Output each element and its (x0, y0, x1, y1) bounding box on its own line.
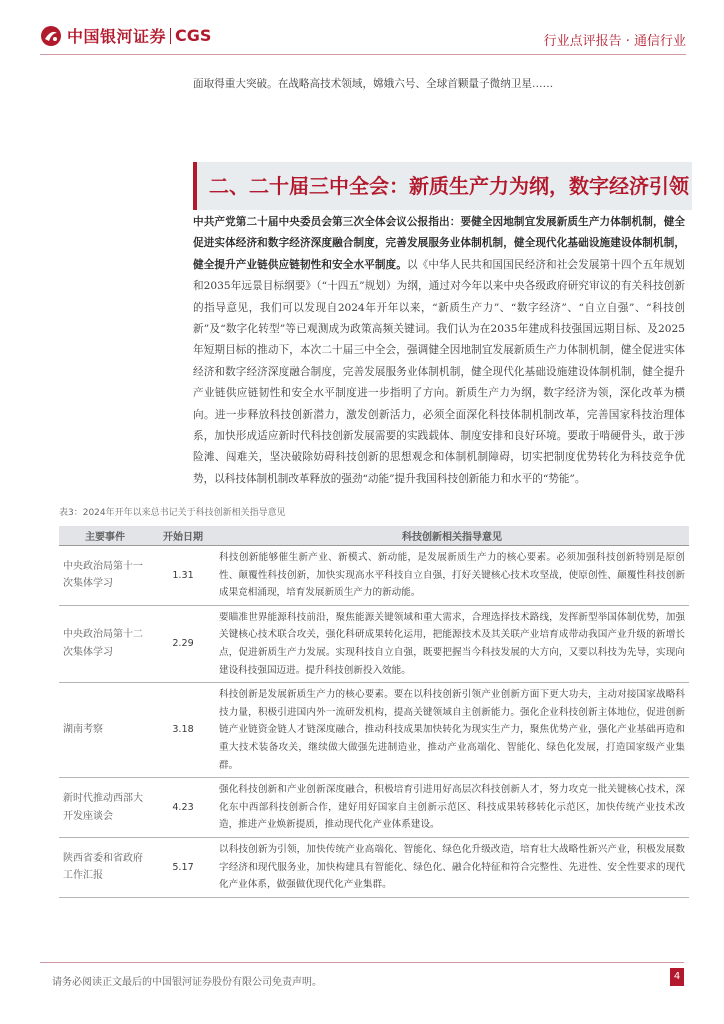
section-title: 二、二十届三中全会：新质生产力为纲，数字经济引领 (209, 174, 689, 198)
row-opinion: 以科技创新为引领，加快传统产业高端化、智能化、绿色化升级改造，培育壮大战略性新兴产业，积极发展数字经济和现代服务业，加快构建具有智能化、绿色化、融合化特征和符合完整性、先进性、安全性要求的现代化产业体系，做强做优现代化产业集群。 (215, 837, 689, 897)
table-caption: 表3：2024年开年以来总书记关于科技创新相关指导意见 (59, 508, 286, 518)
section-heading-bar (193, 162, 692, 210)
table-row (59, 778, 689, 838)
brand-separator (170, 28, 171, 44)
table-row (59, 546, 689, 606)
main-paragraph-body: 以《中华人民共和国国民经济和社会发展第十四个五年规划和2035年远景目标纲要》（“十四五”规划）为纲，通过对今年以来中央各级政府研究审议的有关科技创新的指导意见，我们可以发现自2024年开年以来，“新质生产力”、“数字经济”、“自立自强”、“科技创新”及“数字化转型”等已观测成为政策高频关键词。我们认为在2035年建成科技强国远期目标、及2025年短期目标的推动下，本次二十届三中全会，强调健全因地制宜发展新质生产力体制机制，健全促进实体经济和数字经济深度融合制度，完善发展服务业体制机制，健全现代化基础设施建设体制机制，健全提升产业链供应链韧性和安全水平制度进一步指明了方向。新质生产力为纲，数字经济为领，深化改革为横向。进一步释放科技创新潜力，激发创新活力，必须全面深化科技体制机制改革，完善国家科技治理体系，加快形成适应新时代科技创新发展需要的实践载体、制度安排和良好环境。要敢于啃硬骨头，敢于涉险滩、闯难关，坚决破除妨碍科技创新的思想观念和体制机制障碍，切实把制度优势转化为科技竞争优势，以科技体制机制改革释放的强劲“动能”提升我国科技创新能力和水平的“势能”。 (193, 258, 686, 485)
row-event: 中央政治局第十二次集体学习 (59, 605, 151, 682)
main-paragraph-lead: 中共产党第二十届中央委员会第三次全体会议公报指出：要健全因地制宜发展新质生产力体制机制，健全促进实体经济和数字经济深度融合制度，完善发展服务业体制机制，健全现代化基础设施建设体制机制，健全提升产业链供应链韧性和安全水平制度。 (193, 216, 685, 271)
row-opinion: 强化科技创新和产业创新深度融合，积极培育引进用好高层次科技创新人才，努力攻克一批关键核心技术，深化东中西部科技创新合作，建好用好国家自主创新示范区、科技成果转移转化示范区，加快传统产业技术改造，推进产业焕新提质，推动现代化产业体系建设。 (215, 778, 689, 838)
header-divider (40, 54, 686, 55)
header-event: 主要事件 (59, 526, 151, 546)
page-header (0, 0, 724, 58)
footer-disclaimer: 请务必阅读正文最后的中国银河证券股份有限公司免责声明。 (52, 977, 322, 988)
row-event: 中央政治局第十一次集体学习 (59, 546, 151, 606)
report-type: 行业点评报告 · 通信行业 (543, 34, 686, 49)
galaxy-logo-icon (40, 25, 62, 47)
brand-logo (40, 24, 211, 47)
row-date: 2.29 (151, 605, 215, 682)
page-number: 4 (670, 968, 684, 986)
table-header-row (59, 526, 689, 546)
row-event: 湖南考察 (59, 683, 151, 778)
brand-name-cn: 中国银河证券 (67, 27, 167, 46)
row-date: 4.23 (151, 778, 215, 838)
header-opinion: 科技创新相关指导意见 (215, 526, 689, 546)
table-row (59, 683, 689, 778)
main-paragraph (193, 212, 685, 490)
header-date: 开始日期 (151, 526, 215, 546)
table-row (59, 605, 689, 682)
policy-table (59, 526, 689, 898)
row-opinion: 要瞄准世界能源科技前沿，聚焦能源关键领域和重大需求，合理选择技术路线，发挥新型举国体制优势，加强关键核心技术联合攻关，强化科研成果转化运用，把能源技术及其关联产业培育成带动我国产业升级的新增长点，促进新质生产力发展。实现科技自立自强，既要把握当今科技发展的大方向，又要以科技为先导，实现向建设科技强国迈进。提升科技创新投入效能。 (215, 605, 689, 682)
footer-divider (40, 962, 684, 963)
intro-paragraph: 面取得重大突破。在战略高技术领域，嫦娥六号、全球首颗量子微纳卫星…… (193, 78, 554, 90)
row-opinion: 科技创新是发展新质生产力的核心要素。要在以科技创新引领产业创新方面下更大功夫，主动对接国家战略科技力量，积极引进国内外一流研发机构，提高关键领域自主创新能力。强化企业科技创新主体地位，促进创新链产业链资金链人才链深度融合，推动科技成果加快转化为现实生产力，聚焦优势产业，强化产业基础再造和重大技术装备攻关，继续做大做强先进制造业，推动产业高端化、智能化、绿色化发展，打造国家级产业集群。 (215, 683, 689, 778)
row-event: 新时代推动西部大开发座谈会 (59, 778, 151, 838)
row-date: 1.31 (151, 546, 215, 606)
row-date: 5.17 (151, 837, 215, 897)
row-event: 陕西省委和省政府工作汇报 (59, 837, 151, 897)
brand-name-en: CGS (175, 26, 212, 45)
row-date: 3.18 (151, 683, 215, 778)
row-opinion: 科技创新能够催生新产业、新模式、新动能，是发展新质生产力的核心要素。必须加强科技创新特别是原创性、颠覆性科技创新，加快实现高水平科技自立自强，打好关键核心技术攻坚战，使原创性、颠覆性科技创新成果竞相涌现，培育发展新质生产力的新动能。 (215, 546, 689, 606)
table-row (59, 837, 689, 897)
